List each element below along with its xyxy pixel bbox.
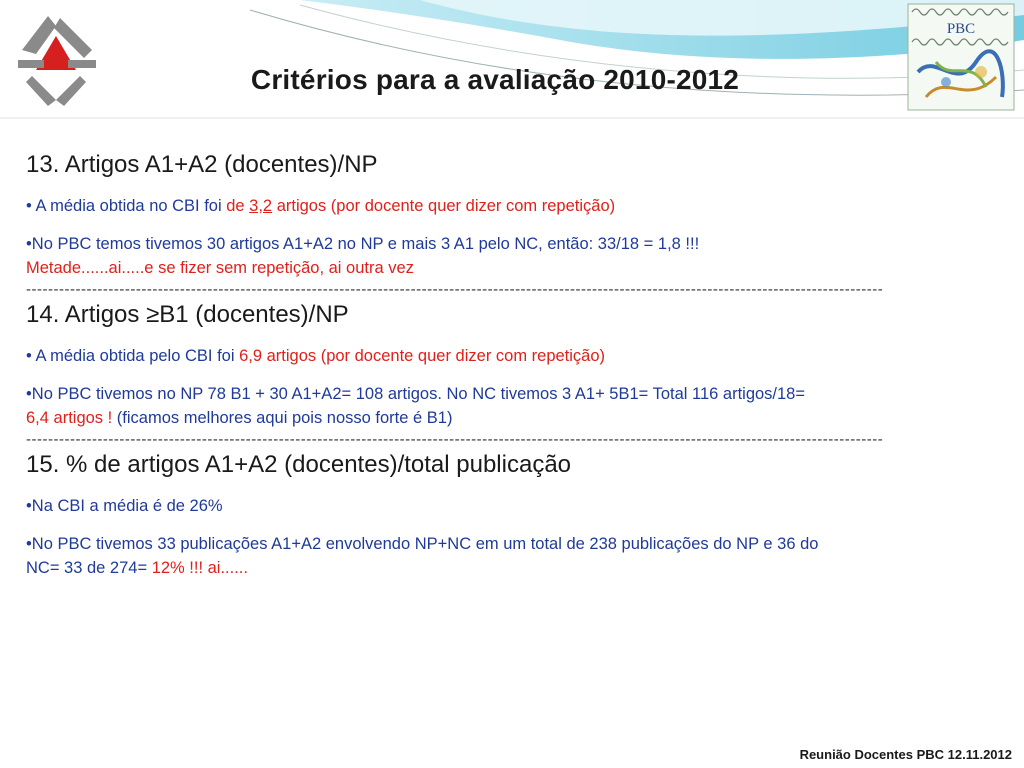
section-14-bullet-2-rest: (ficamos melhores aqui pois nosso forte é B1) [112, 409, 453, 427]
section-14-bullet-1 [26, 344, 986, 368]
divider-1: ------------------------------------------------------------------------------------------------------------------------------------------------------------ [26, 282, 884, 298]
section-15-bullet-2-line-1: •No PBC tivemos 33 publicações A1+A2 envolvendo NP+NC em um total de 238 publicações do NP e 36 do [26, 535, 819, 553]
section-15-bullet-2-line-2 [26, 556, 986, 580]
section-13-bullet-1-red-b: artigos (por docente quer dizer com repetição) [272, 197, 616, 215]
section-14-bullet-2-line-1: •No PBC tivemos no NP 78 B1 + 30 A1+A2= 108 artigos. No NC tivemos 3 A1+ 5B1= Total 116 artigos/18= [26, 385, 805, 403]
section-14-bullet-2-red: 6,4 artigos ! [26, 409, 113, 427]
slide-content [26, 150, 986, 580]
section-14-bullet-2-line-2 [26, 406, 986, 430]
section-14-bullet-1-prefix: • A média obtida pelo CBI foi [26, 347, 240, 365]
section-13-heading: 13. Artigos A1+A2 (docentes)/NP [26, 151, 378, 178]
slide-footer: Reunião Docentes PBC 12.11.2012 [799, 747, 1012, 762]
slide-title: Critérios para a avaliação 2010-2012 [250, 64, 740, 95]
pbc-logo-text: PBC [946, 21, 976, 37]
section-13-bullet-2-line-2: Metade......ai.....e se fizer sem repetição, ai outra vez [26, 259, 414, 277]
section-13-average-value: 3,2 [249, 197, 273, 215]
section-13-bullet-1 [26, 194, 986, 218]
divider-2: ------------------------------------------------------------------------------------------------------------------------------------------------------------ [26, 432, 884, 448]
section-14-heading: 14. Artigos ≥B1 (docentes)/NP [26, 301, 349, 328]
section-13-bullet-2-line-1: •No PBC temos tivemos 30 artigos A1+A2 no NP e mais 3 A1 pelo NC, então: 33/18 = 1,8 !!! [26, 235, 700, 253]
section-13-bullet-1-prefix: • A média obtida no CBI foi [26, 197, 227, 215]
section-13-bullet-1-red-a: de [226, 197, 250, 215]
section-15-bullet-2-red: 12% !!! ai...... [151, 559, 248, 577]
section-15-bullet-1: •Na CBI a média é de 26% [26, 497, 223, 515]
section-14-bullet-1-red: 6,9 artigos (por docente quer dizer com repetição) [239, 347, 606, 365]
section-15-bullet-2-prefix: NC= 33 de 274= [26, 559, 152, 577]
section-15-heading: 15. % de artigos A1+A2 (docentes)/total publicação [26, 451, 572, 478]
